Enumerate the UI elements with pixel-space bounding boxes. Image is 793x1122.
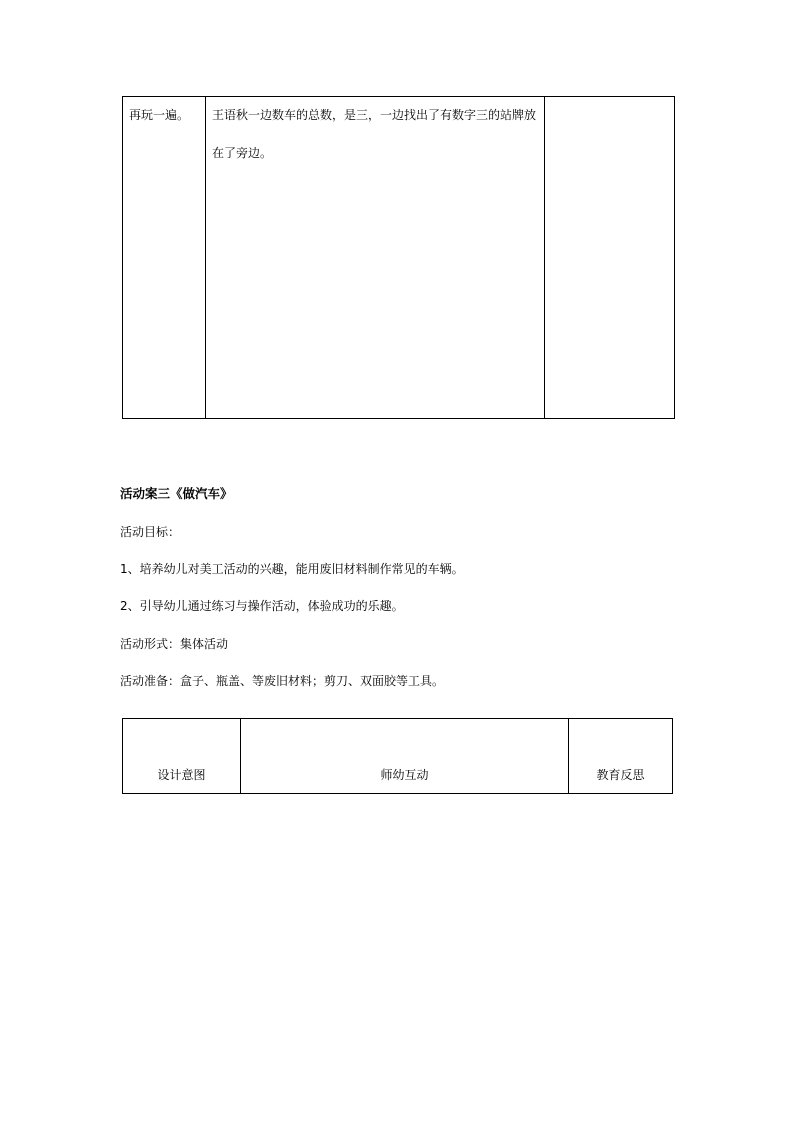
header-reflection: 教育反思 [569, 719, 673, 794]
activity-form: 活动形式：集体活动 [120, 637, 229, 651]
interaction-cell [206, 97, 545, 419]
table-row [123, 97, 675, 419]
header-design-intent: 设计意图 [123, 719, 241, 794]
activity-record-table [122, 96, 675, 419]
design-intent-text: 再玩一遍。 [129, 108, 190, 122]
design-intent-cell [123, 97, 206, 419]
activity-title: 活动案三《做汽车》 [120, 486, 233, 501]
activity-preparation: 活动准备：盒子、瓶盖、等废旧材料；剪刀、双面胶等工具。 [120, 674, 445, 688]
table-header-row [123, 719, 673, 794]
reflection-cell [545, 97, 675, 419]
interaction-text: 王语秋一边数车的总数，是三，一边找出了有数字三的站牌放在了旁边。 [212, 108, 537, 160]
header-interaction: 师幼互动 [241, 719, 569, 794]
goal-item-2: 2、引导幼儿通过练习与操作活动，体验成功的乐趣。 [120, 599, 404, 613]
goal-item-1: 1、培养幼儿对美工活动的兴趣，能用废旧材料制作常见的车辆。 [120, 562, 464, 576]
goals-label: 活动目标： [120, 525, 181, 539]
activity-header-table [122, 718, 673, 794]
